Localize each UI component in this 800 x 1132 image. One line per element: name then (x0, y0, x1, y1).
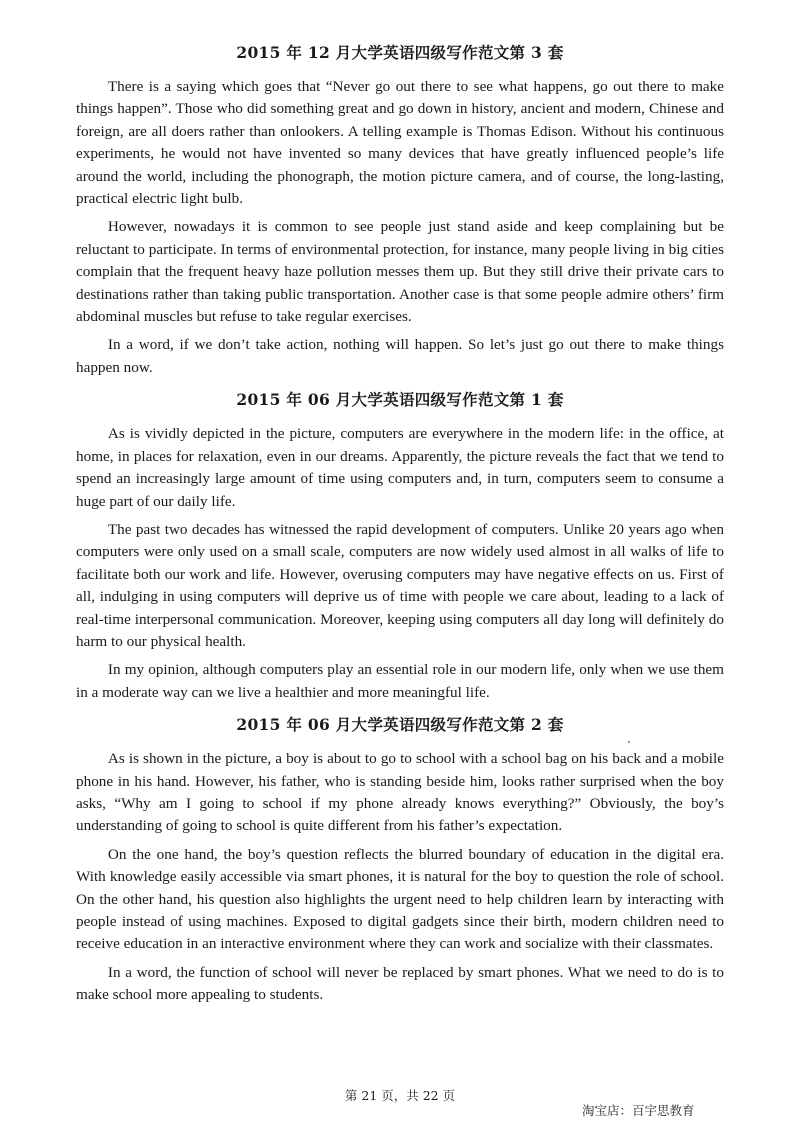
essay-section-2 (76, 387, 724, 704)
essay-paragraph: On the one hand, the boy’s question reflects the blurred boundary of education in the digital era. With knowledge easily accessible via smart phones, it is natural for the boy to question the role of school. On the other hand, his question also highlights the urgent need to help children learn by interacting with people instead of using machines. Exposed to digital gadgets since their birth, modern children need to receive education in an interactive environment where they can work and socialize with their classmates. (76, 845, 724, 953)
essay-paragraph: As is shown in the picture, a boy is about to go to school with a school bag on his back and a mobile phone in his hand. However, his father, who is standing beside him, looks rather surprised when the boy asks, “Why am I going to school if my phone already knows everything?” Obviously, the boy’s understanding of going to school is quite different from his father’s expectation. (76, 750, 724, 835)
essay-section-3 (76, 712, 724, 1006)
essay-title: 2015 年 06 月大学英语四级写作范文第 2 套 (236, 715, 564, 735)
shop-label: 淘宝店：百宇思教育 (582, 1103, 695, 1118)
page-number: 第 21 页，共 22 页 (344, 1088, 456, 1103)
essay-paragraph: However, nowadays it is common to see people just stand aside and keep complaining but be reluctant to participate. In terms of environmental protection, for instance, many people living in big cities complain that the frequent heavy haze pollution messes them up. But they still drive their private cars to destinations rather than taking public transportation. Another case is that some people admire others’ firm abdominal muscles but refuse to take regular exercises. (76, 218, 724, 326)
scan-speck (628, 741, 630, 743)
essay-paragraph: As is vividly depicted in the picture, computers are everywhere in the modern life: in the office, at home, in places for relaxation, even in our dreams. Apparently, the picture reveals the fact that we tend to spend an increasingly large amount of time using computers and, in turn, computers seem to consume a huge part of our daily life. (76, 425, 724, 510)
essay-paragraph: In a word, the function of school will never be replaced by smart phones. What we need to do is to make school more appealing to students. (76, 963, 724, 1004)
essay-section-1 (76, 40, 724, 379)
essay-paragraph: In my opinion, although computers play an essential role in our modern life, only when we use them in a moderate way can we live a healthier and more meaningful life. (76, 661, 724, 701)
essay-paragraph: In a word, if we don’t take action, nothing will happen. So let’s just go out there to make things happen now. (76, 336, 724, 376)
document-page (76, 40, 724, 1013)
essay-paragraph: The past two decades has witnessed the rapid development of computers. Unlike 20 years ago when computers were only used on a small scale, computers are now widely used almost in all walks of life to facilitate both our work and life. However, overusing computers may have negative effects on us. First of all, indulging in using computers will deprive us of time with people we care about, leading to a lack of real-time interpersonal communication. Moreover, keeping using computers all day long will definitely do harm to our physical health. (76, 520, 724, 650)
essay-paragraph: There is a saying which goes that “Never go out there to see what happens, go out there to make things happen”. Those who did something great and go down in history, ancient and modern, Chinese and foreign, are all doers rather than onlookers. A telling example is Thomas Edison. Without his continuous experiments, he would not have invented so many devices that have greatly influenced people’s life around the world, including the phonograph, the motion picture camera, and of course, the long-lasting, practical electric light bulb. (76, 78, 724, 208)
essay-title: 2015 年 12 月大学英语四级写作范文第 3 套 (236, 43, 564, 62)
essay-title: 2015 年 06 月大学英语四级写作范文第 1 套 (236, 390, 564, 410)
